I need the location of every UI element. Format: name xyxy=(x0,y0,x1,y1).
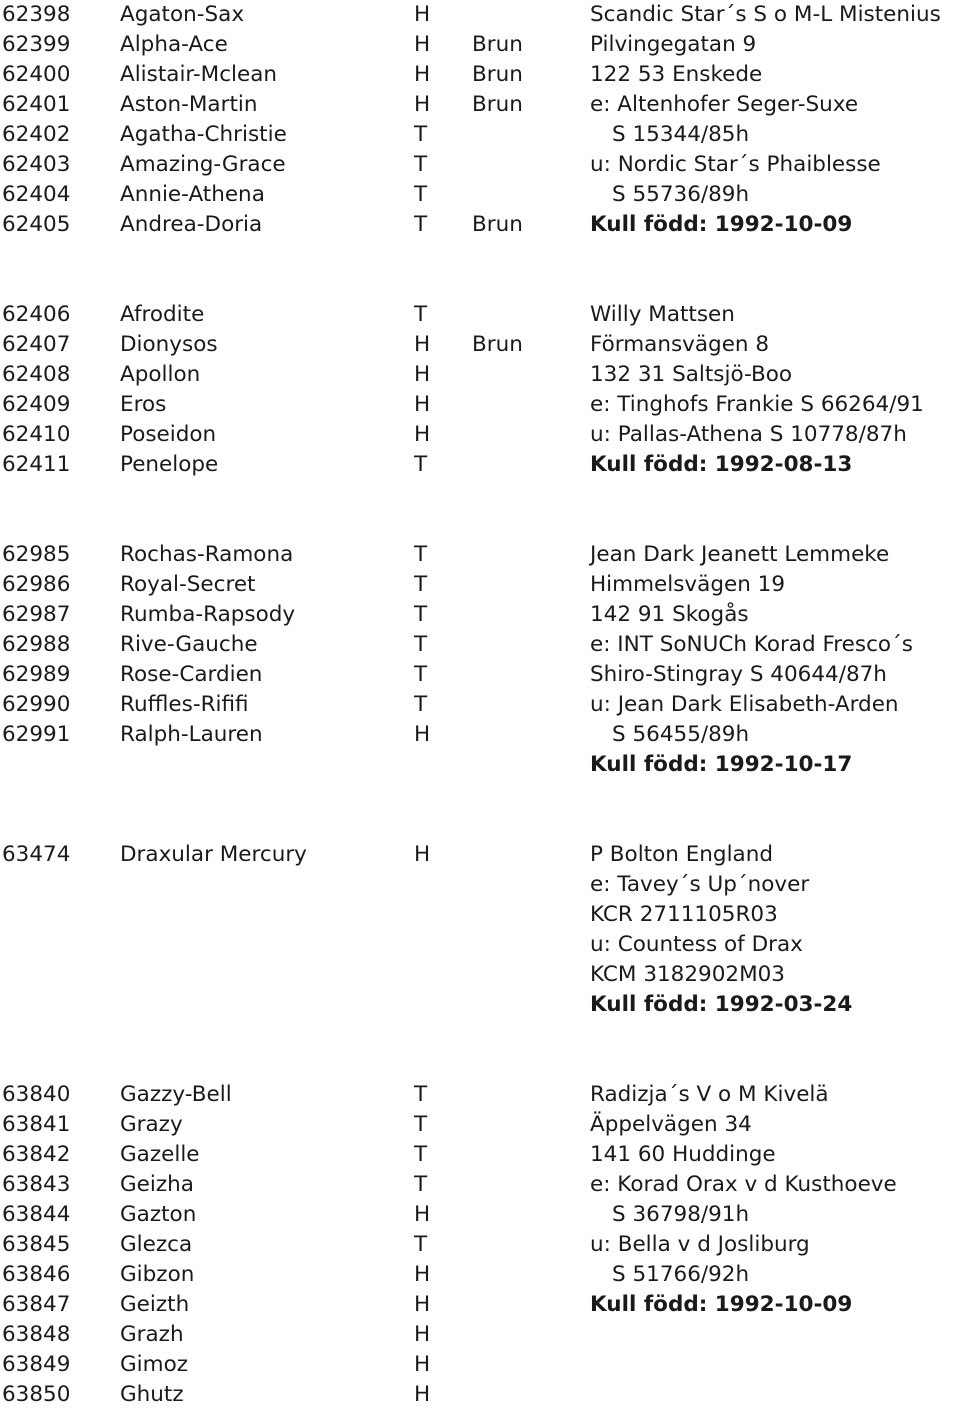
registration-number: 62399 xyxy=(2,32,71,57)
dog-name: Ruffles-Rififi xyxy=(120,692,249,717)
registry-row xyxy=(0,360,960,390)
registry-row xyxy=(0,720,960,750)
breeder-info: S 15344/85h xyxy=(612,122,750,147)
dog-name: Grazy xyxy=(120,1112,183,1137)
dog-name: Penelope xyxy=(120,452,219,477)
sex-code: T xyxy=(414,662,428,687)
litter-block xyxy=(0,1080,960,1410)
registration-number: 62400 xyxy=(2,62,71,87)
dog-name: Agaton-Sax xyxy=(120,2,245,27)
breeder-info: Förmansvägen 8 xyxy=(590,332,770,357)
sex-code: T xyxy=(414,602,428,627)
registry-row xyxy=(0,660,960,690)
registration-number: 62401 xyxy=(2,92,71,117)
registration-number: 62405 xyxy=(2,212,71,237)
registration-number: 62398 xyxy=(2,2,71,27)
sex-code: T xyxy=(414,212,428,237)
sex-code: T xyxy=(414,1082,428,1107)
registration-number: 63850 xyxy=(2,1382,71,1407)
breeder-info: 122 53 Enskede xyxy=(590,62,763,87)
dog-name: Eros xyxy=(120,392,167,417)
breeder-info: Äppelvägen 34 xyxy=(590,1112,752,1137)
registration-number: 62406 xyxy=(2,302,71,327)
sex-code: T xyxy=(414,302,428,327)
sex-code: H xyxy=(414,842,431,867)
dog-name: Ghutz xyxy=(120,1382,184,1407)
breeder-info: Kull född: 1992-03-24 xyxy=(590,992,853,1017)
registry-row xyxy=(0,1110,960,1140)
registration-number: 62408 xyxy=(2,362,71,387)
registry-row xyxy=(0,870,960,900)
breeder-info: e: INT SoNUCh Korad Fresco´s xyxy=(590,632,913,657)
breeder-info: KCM 3182902M03 xyxy=(590,962,785,987)
dog-name: Gazton xyxy=(120,1202,197,1227)
sex-code: T xyxy=(414,452,428,477)
dog-name: Rose-Cardien xyxy=(120,662,263,687)
registry-row xyxy=(0,1080,960,1110)
dog-name: Amazing-Grace xyxy=(120,152,286,177)
dog-name: Ralph-Lauren xyxy=(120,722,263,747)
sex-code: T xyxy=(414,152,428,177)
registration-number: 62991 xyxy=(2,722,71,747)
dog-name: Apollon xyxy=(120,362,201,387)
registry-row xyxy=(0,930,960,960)
dog-name: Glezca xyxy=(120,1232,193,1257)
registry-row xyxy=(0,960,960,990)
breeder-info: u: Nordic Star´s Phaiblesse xyxy=(590,152,881,177)
registration-number: 63849 xyxy=(2,1352,71,1377)
litter-block xyxy=(0,540,960,780)
breeder-info: e: Tinghofs Frankie S 66264/91 xyxy=(590,392,924,417)
breeder-info: Pilvingegatan 9 xyxy=(590,32,757,57)
breeder-info: Scandic Star´s S o M-L Mistenius xyxy=(590,2,941,27)
sex-code: H xyxy=(414,32,431,57)
registration-number: 62986 xyxy=(2,572,71,597)
breeder-info: Himmelsvägen 19 xyxy=(590,572,786,597)
sex-code: T xyxy=(414,1142,428,1167)
breeder-info: Kull född: 1992-08-13 xyxy=(590,452,853,477)
sex-code: T xyxy=(414,632,428,657)
coat-color: Brun xyxy=(472,32,523,57)
breeder-info: Willy Mattsen xyxy=(590,302,735,327)
breeder-info: Shiro-Stingray S 40644/87h xyxy=(590,662,887,687)
dog-name: Alpha-Ace xyxy=(120,32,228,57)
registry-row xyxy=(0,630,960,660)
registration-number: 63842 xyxy=(2,1142,71,1167)
registry-row xyxy=(0,210,960,240)
registry-row xyxy=(0,1260,960,1290)
registry-row xyxy=(0,750,960,780)
registry-row xyxy=(0,990,960,1020)
breeder-info: S 51766/92h xyxy=(612,1262,750,1287)
litter-block xyxy=(0,0,960,240)
breeder-info: Kull född: 1992-10-09 xyxy=(590,1292,853,1317)
registry-row xyxy=(0,1140,960,1170)
breeder-info: u: Countess of Drax xyxy=(590,932,803,957)
registration-number: 62407 xyxy=(2,332,71,357)
coat-color: Brun xyxy=(472,92,523,117)
dog-name: Royal-Secret xyxy=(120,572,256,597)
sex-code: T xyxy=(414,572,428,597)
breeder-info: e: Korad Orax v d Kusthoeve xyxy=(590,1172,897,1197)
sex-code: T xyxy=(414,542,428,567)
registration-number: 63843 xyxy=(2,1172,71,1197)
registration-number: 62411 xyxy=(2,452,71,477)
breeder-info: S 55736/89h xyxy=(612,182,750,207)
sex-code: H xyxy=(414,362,431,387)
sex-code: T xyxy=(414,1232,428,1257)
breeder-info: S 36798/91h xyxy=(612,1202,750,1227)
breeder-info: 132 31 Saltsjö-Boo xyxy=(590,362,793,387)
breeder-info: u: Pallas-Athena S 10778/87h xyxy=(590,422,907,447)
registration-number: 63841 xyxy=(2,1112,71,1137)
sex-code: H xyxy=(414,422,431,447)
registry-row xyxy=(0,840,960,870)
registry-row xyxy=(0,690,960,720)
dog-name: Rochas-Ramona xyxy=(120,542,294,567)
registration-number: 63840 xyxy=(2,1082,71,1107)
breeder-info: Kull född: 1992-10-17 xyxy=(590,752,853,777)
dog-name: Afrodite xyxy=(120,302,205,327)
coat-color: Brun xyxy=(472,212,523,237)
registration-number: 62987 xyxy=(2,602,71,627)
registration-number: 62409 xyxy=(2,392,71,417)
sex-code: T xyxy=(414,182,428,207)
registration-number: 63847 xyxy=(2,1292,71,1317)
dog-name: Rive-Gauche xyxy=(120,632,258,657)
sex-code: H xyxy=(414,722,431,747)
dog-name: Gazzy-Bell xyxy=(120,1082,232,1107)
sex-code: T xyxy=(414,692,428,717)
breeder-info: S 56455/89h xyxy=(612,722,750,747)
registration-number: 62410 xyxy=(2,422,71,447)
registration-number: 63474 xyxy=(2,842,71,867)
sex-code: T xyxy=(414,122,428,147)
registry-row xyxy=(0,1380,960,1410)
coat-color: Brun xyxy=(472,332,523,357)
registry-row xyxy=(0,900,960,930)
registration-number: 62403 xyxy=(2,152,71,177)
sex-code: T xyxy=(414,1172,428,1197)
breeder-info: KCR 2711105R03 xyxy=(590,902,778,927)
registration-number: 63848 xyxy=(2,1322,71,1347)
breeder-info: Kull född: 1992-10-09 xyxy=(590,212,853,237)
registration-number: 62990 xyxy=(2,692,71,717)
registry-row xyxy=(0,570,960,600)
sex-code: H xyxy=(414,392,431,417)
dog-name: Andrea-Doria xyxy=(120,212,263,237)
registry-row xyxy=(0,390,960,420)
registration-number: 62404 xyxy=(2,182,71,207)
sex-code: H xyxy=(414,1292,431,1317)
registration-number: 63844 xyxy=(2,1202,71,1227)
registration-number: 62402 xyxy=(2,122,71,147)
dog-name: Dionysos xyxy=(120,332,218,357)
sex-code: H xyxy=(414,1202,431,1227)
registration-number: 63846 xyxy=(2,1262,71,1287)
registry-row xyxy=(0,600,960,630)
registry-row xyxy=(0,180,960,210)
registration-number: 62988 xyxy=(2,632,71,657)
registry-row xyxy=(0,450,960,480)
registry-row xyxy=(0,60,960,90)
registration-number: 62985 xyxy=(2,542,71,567)
sex-code: H xyxy=(414,62,431,87)
dog-name: Aston-Martin xyxy=(120,92,258,117)
registry-row xyxy=(0,420,960,450)
litter-block xyxy=(0,300,960,480)
registry-row xyxy=(0,90,960,120)
registry-row xyxy=(0,330,960,360)
sex-code: H xyxy=(414,332,431,357)
coat-color: Brun xyxy=(472,62,523,87)
registration-number: 63845 xyxy=(2,1232,71,1257)
sex-code: H xyxy=(414,92,431,117)
dog-name: Gazelle xyxy=(120,1142,200,1167)
sex-code: H xyxy=(414,1352,431,1377)
registry-row xyxy=(0,0,960,30)
registry-row xyxy=(0,30,960,60)
breeder-info: Jean Dark Jeanett Lemmeke xyxy=(590,542,890,567)
registry-row xyxy=(0,1320,960,1350)
registry-row xyxy=(0,1230,960,1260)
litter-block xyxy=(0,840,960,1020)
dog-name: Geizha xyxy=(120,1172,194,1197)
dog-name: Grazh xyxy=(120,1322,184,1347)
dog-name: Rumba-Rapsody xyxy=(120,602,296,627)
registry-row xyxy=(0,120,960,150)
breeder-info: u: Bella v d Josliburg xyxy=(590,1232,810,1257)
registry-row xyxy=(0,1290,960,1320)
registry-row xyxy=(0,1170,960,1200)
sex-code: H xyxy=(414,1382,431,1407)
dog-name: Geizth xyxy=(120,1292,190,1317)
breeder-info: 141 60 Huddinge xyxy=(590,1142,776,1167)
dog-name: Gibzon xyxy=(120,1262,195,1287)
dog-name: Gimoz xyxy=(120,1352,189,1377)
breeder-info: e: Tavey´s Up´nover xyxy=(590,872,810,897)
sex-code: T xyxy=(414,1112,428,1137)
sex-code: H xyxy=(414,1262,431,1287)
breeder-info: 142 91 Skogås xyxy=(590,602,749,627)
breeder-info: u: Jean Dark Elisabeth-Arden xyxy=(590,692,899,717)
registry-row xyxy=(0,1200,960,1230)
dog-name: Draxular Mercury xyxy=(120,842,307,867)
breeder-info: Radizja´s V o M Kivelä xyxy=(590,1082,829,1107)
dog-name: Alistair-Mclean xyxy=(120,62,278,87)
registration-number: 62989 xyxy=(2,662,71,687)
sex-code: H xyxy=(414,2,431,27)
registry-row xyxy=(0,150,960,180)
breeder-info: P Bolton England xyxy=(590,842,774,867)
registry-row xyxy=(0,300,960,330)
sex-code: H xyxy=(414,1322,431,1347)
dog-name: Poseidon xyxy=(120,422,217,447)
dog-name: Annie-Athena xyxy=(120,182,265,207)
breeder-info: e: Altenhofer Seger-Suxe xyxy=(590,92,859,117)
registry-row xyxy=(0,540,960,570)
dog-name: Agatha-Christie xyxy=(120,122,287,147)
registry-row xyxy=(0,1350,960,1380)
